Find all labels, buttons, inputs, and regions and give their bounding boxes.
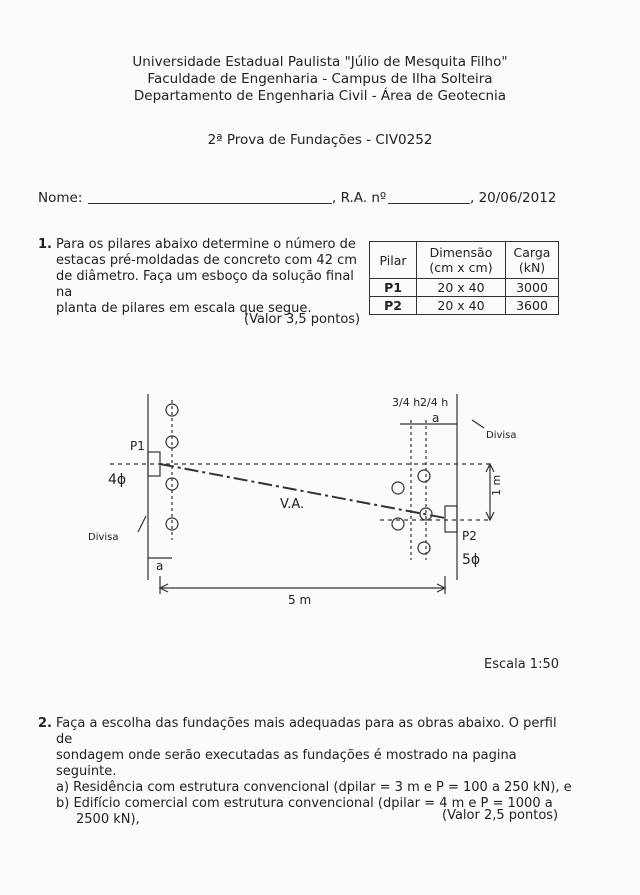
label-a-right: a (432, 411, 440, 425)
divisa-right-leader (472, 420, 484, 428)
th-carga: Carga (kN) (506, 242, 559, 279)
q2-number: 2. (38, 716, 52, 731)
header-faculty: Faculdade de Engenharia - Campus de Ilha Solteira (147, 71, 493, 87)
q1-line: estacas pré-moldadas de concreto com 42 cm (56, 253, 357, 268)
pile-circle (392, 482, 404, 494)
q1-value: (Valor 3,5 pontos) (244, 312, 361, 327)
cell-dim: 20 x 40 (417, 279, 506, 297)
header-university: Universidade Estadual Paulista "Júlio de Mesquita Filho" (132, 54, 508, 70)
q2-item-b-cont: 2500 kN), (76, 812, 140, 827)
pile-circle (418, 470, 430, 482)
label-2h: 2/4 h (420, 396, 449, 409)
q2-value: (Valor 2,5 pontos) (442, 808, 559, 823)
q2-line: Faça a escolha das fundações mais adequadas para as obras abaixo. O perfil de (56, 716, 557, 747)
cell-dim: 20 x 40 (417, 297, 506, 315)
scale-label: Escala 1:50 (484, 657, 560, 672)
q2-item-b: b) Edifício comercial com estrutura convencional (dpilar = 4 m e P = 1000 a (56, 796, 553, 811)
pillar-plan-drawing (80, 380, 560, 620)
cell-carga: 3600 (506, 297, 559, 315)
q1-text (56, 237, 362, 317)
pile-circle (418, 542, 430, 554)
q1-line: planta de pilares em escala que segue. (56, 301, 312, 316)
q1-line: de diâmetro. Faça um esboço da solução final na (56, 269, 354, 300)
ra-label: , R.A. nº (332, 190, 387, 206)
exam-title: 2ª Prova de Fundações - CIV0252 (207, 132, 433, 148)
header-department: Departamento de Engenharia Civil - Área de Geotecnia (133, 88, 507, 104)
header (0, 54, 640, 105)
nome-label: Nome: (38, 190, 83, 206)
th-dimensao: Dimensão (cm x cm) (417, 242, 506, 279)
label-a-left: a (156, 559, 164, 573)
cell-pilar: P1 (370, 279, 417, 297)
table-header-row (370, 242, 559, 279)
label-p2: P2 (462, 529, 477, 543)
table-row (370, 297, 559, 315)
ra-field[interactable] (388, 189, 470, 204)
divisa-left-leader (138, 516, 146, 532)
nome-field[interactable] (88, 189, 332, 204)
label-4phi: 4ϕ (108, 472, 127, 488)
label-3h: 3/4 h (392, 396, 421, 409)
cell-pilar: P2 (370, 297, 417, 315)
q1-line: Para os pilares abaixo determine o número de (56, 237, 356, 252)
label-p1: P1 (130, 439, 145, 453)
label-divisa-left: Divisa (88, 532, 119, 543)
label-5phi: 5ϕ (462, 552, 481, 568)
q1-number: 1. (38, 237, 52, 252)
label-1m: 1 m (490, 474, 503, 496)
label-distance: 5 m (288, 593, 312, 607)
label-divisa-right: Divisa (486, 430, 517, 441)
table-row (370, 279, 559, 297)
q2-line: sondagem onde serão executadas as fundações é mostrado na pagina seguinte. (56, 748, 517, 779)
th-pilar: Pilar (370, 242, 417, 279)
pillar-table (369, 241, 559, 315)
p2-column (445, 506, 457, 532)
cell-carga: 3000 (506, 279, 559, 297)
q2-item-a: a) Residência com estrutura convencional (dpilar = 3 m e P = 100 a 250 kN), e (56, 780, 572, 795)
exam-date: , 20/06/2012 (470, 190, 557, 206)
label-va: V.A. (280, 497, 305, 512)
